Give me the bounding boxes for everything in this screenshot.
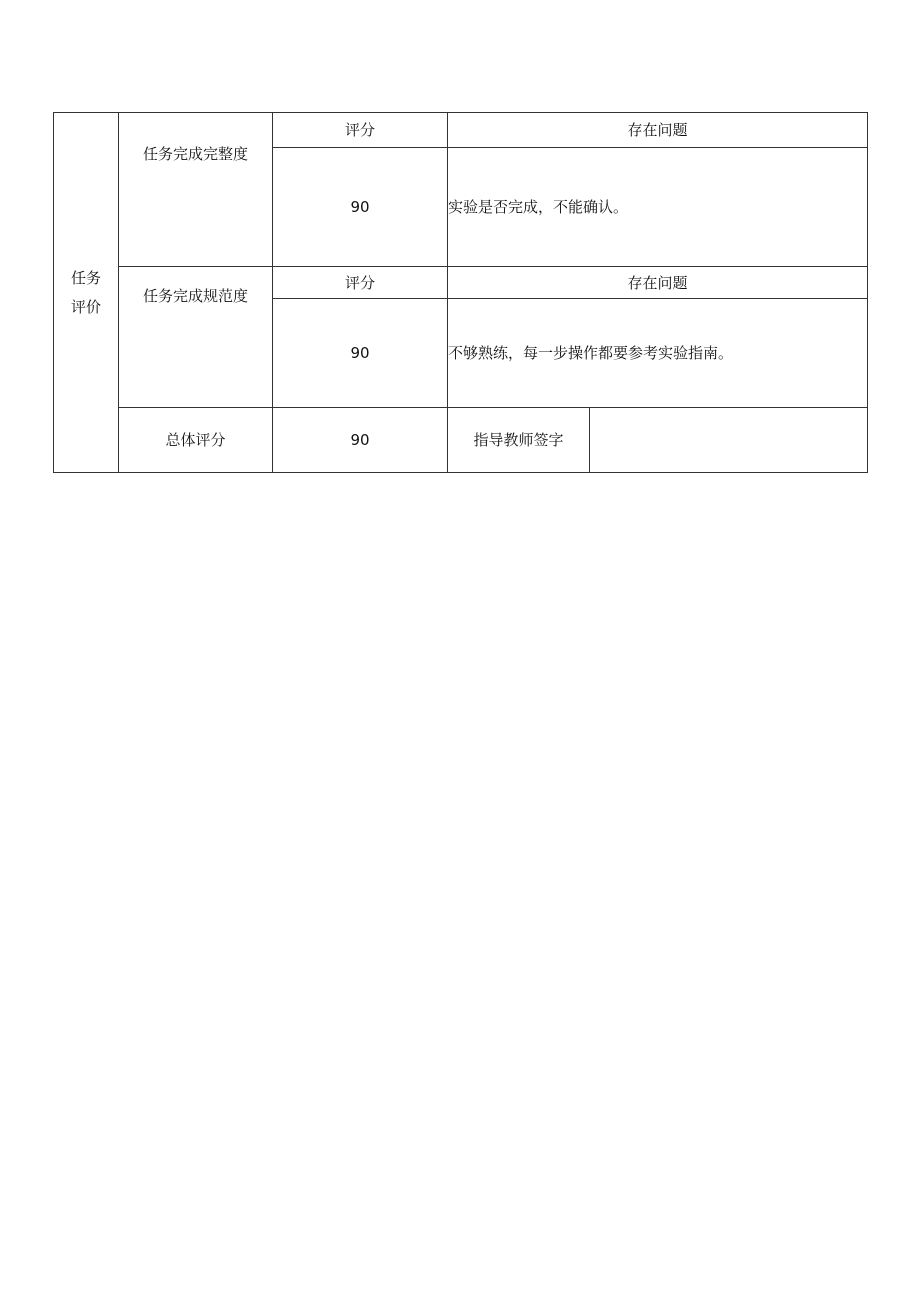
- overall-score: 90: [273, 408, 448, 473]
- teacher-signature-label: 指导教师签字: [448, 408, 590, 473]
- standardization-label: 任务完成规范度: [142, 287, 248, 305]
- completeness-score-header: 评分: [273, 113, 448, 148]
- section-label-line2: 评价: [70, 297, 101, 316]
- completeness-label-cell: [119, 113, 273, 267]
- standardization-header-row: [54, 267, 868, 299]
- completeness-score: 90: [273, 148, 448, 267]
- overall-label: 总体评分: [119, 408, 273, 473]
- completeness-issue: 实验是否完成，不能确认。: [448, 148, 868, 267]
- completeness-header-row: [54, 113, 868, 148]
- section-label-line1: 任务: [70, 268, 101, 287]
- standardization-score-header: 评分: [273, 267, 448, 299]
- standardization-label-cell: [119, 267, 273, 408]
- completeness-issue-header: 存在问题: [448, 113, 868, 148]
- task-evaluation-table: [53, 112, 868, 473]
- standardization-issue-header: 存在问题: [448, 267, 868, 299]
- standardization-issue: 不够熟练，每一步操作都要参考实验指南。: [448, 299, 868, 408]
- completeness-label: 任务完成完整度: [142, 145, 248, 163]
- overall-row: [54, 408, 868, 473]
- section-label: [54, 113, 119, 473]
- teacher-signature-field[interactable]: [590, 408, 868, 473]
- standardization-score: 90: [273, 299, 448, 408]
